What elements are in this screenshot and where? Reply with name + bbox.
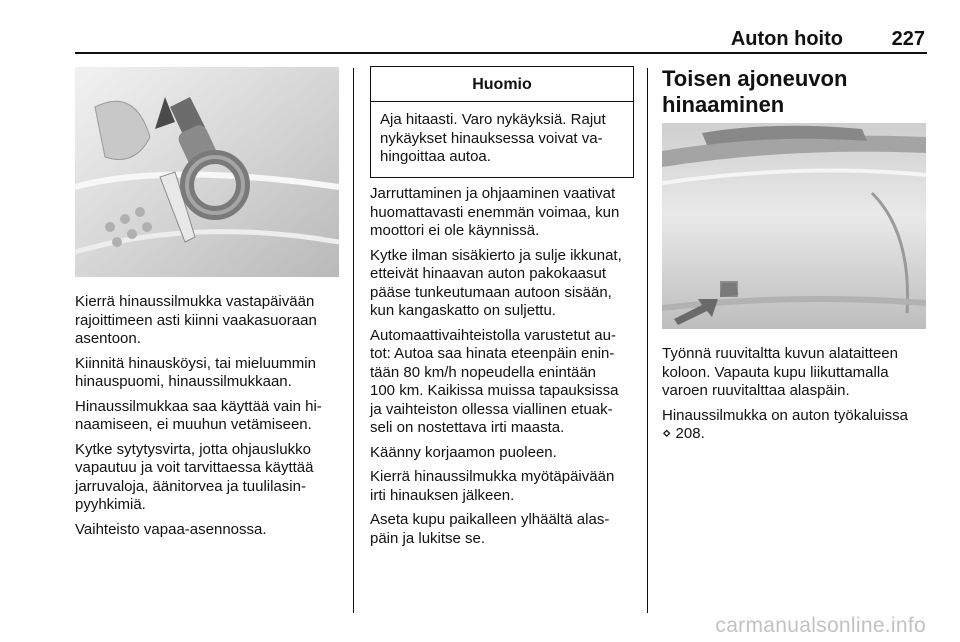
column-divider-left bbox=[353, 68, 354, 613]
towing-eye-installation-illustration-icon bbox=[75, 67, 339, 277]
instruction-paragraph: Kierrä hinaussilmukka myötäpäivään irti hinauksen jälkeen. bbox=[370, 468, 615, 504]
instruction-paragraph: Työnnä ruuvitaltta kuvun alataitteen koloon. Vapauta kupu liikuttamalla varoen ruuvitalttaa alaspäin. bbox=[662, 345, 898, 399]
section-title: Auton hoito bbox=[730, 28, 843, 50]
page-number: 227 bbox=[891, 28, 925, 50]
notice-title: Huomio bbox=[371, 67, 633, 102]
notice-body: Aja hitaasti. Varo nykäyksiä. Rajut nykäykset hinauksessa voivat va- hingoittaa autoa. bbox=[380, 111, 606, 165]
rear-bumper-tow-cover-illustration-icon bbox=[662, 123, 926, 329]
instruction-paragraph: Kytke ilman sisäkierto ja sulje ikkunat, etteivät hinaavan auton pakokaasut pääse tunkeutumaan autoon sisään, kun kangaskatto on suljettu. bbox=[370, 246, 622, 319]
notice-box bbox=[370, 66, 634, 178]
instruction-paragraph: Hinaussilmukkaa saa käyttää vain hi- naamiseen, ei muuhun vetämiseen. bbox=[75, 397, 322, 433]
rear-bumper-figure bbox=[662, 123, 926, 329]
instruction-paragraph: Käänny korjaamon puoleen. bbox=[370, 443, 557, 461]
instruction-paragraph: Jarruttaminen ja ohjaaminen vaativat huomattavasti enemmän voimaa, kun moottori ei ole käynnissä. bbox=[370, 185, 620, 239]
column-divider-right bbox=[647, 68, 648, 613]
left-column-text bbox=[75, 293, 350, 545]
instruction-paragraph: Hinaussilmukka on auton työkaluissa ⋄ 208. bbox=[662, 406, 908, 442]
middle-column-text bbox=[370, 185, 642, 554]
page-header bbox=[75, 26, 927, 54]
instruction-paragraph: Vaihteisto vapaa-asennossa. bbox=[75, 520, 267, 538]
towing-eye-figure bbox=[75, 67, 339, 277]
instruction-paragraph: Kytke sytytysvirta, jotta ohjauslukko vapautuu ja voit tarvittaessa käyttää jarruvaloja, äänitorvea ja tuulilasin- pyyhkimiä. bbox=[75, 440, 314, 513]
right-column-text bbox=[662, 345, 934, 450]
instruction-paragraph: Kierrä hinaussilmukka vastapäivään rajoittimeen asti kiinni vaakasuoraan asentoon. bbox=[75, 293, 317, 347]
instruction-paragraph: Kiinnitä hinausköysi, tai mieluummin hinauspuomi, hinaussilmukkaan. bbox=[75, 354, 316, 390]
header-rule bbox=[75, 52, 927, 54]
section-heading: Toisen ajoneuvon hinaaminen bbox=[662, 66, 848, 117]
instruction-paragraph: Automaattivaihteistolla varustetut au- tot: Autoa saa hinata eteenpäin enin- tään 80 km/h nopeudella enintään 100 km. Kaikissa muissa tapauksissa ja vaihteiston ollessa viallinen etuak- seli on nostettava irti maasta. bbox=[370, 326, 619, 436]
watermark: carmanualsonline.info bbox=[715, 614, 926, 637]
instruction-paragraph: Aseta kupu paikalleen ylhäältä alas- päin ja lukitse se. bbox=[370, 511, 610, 547]
